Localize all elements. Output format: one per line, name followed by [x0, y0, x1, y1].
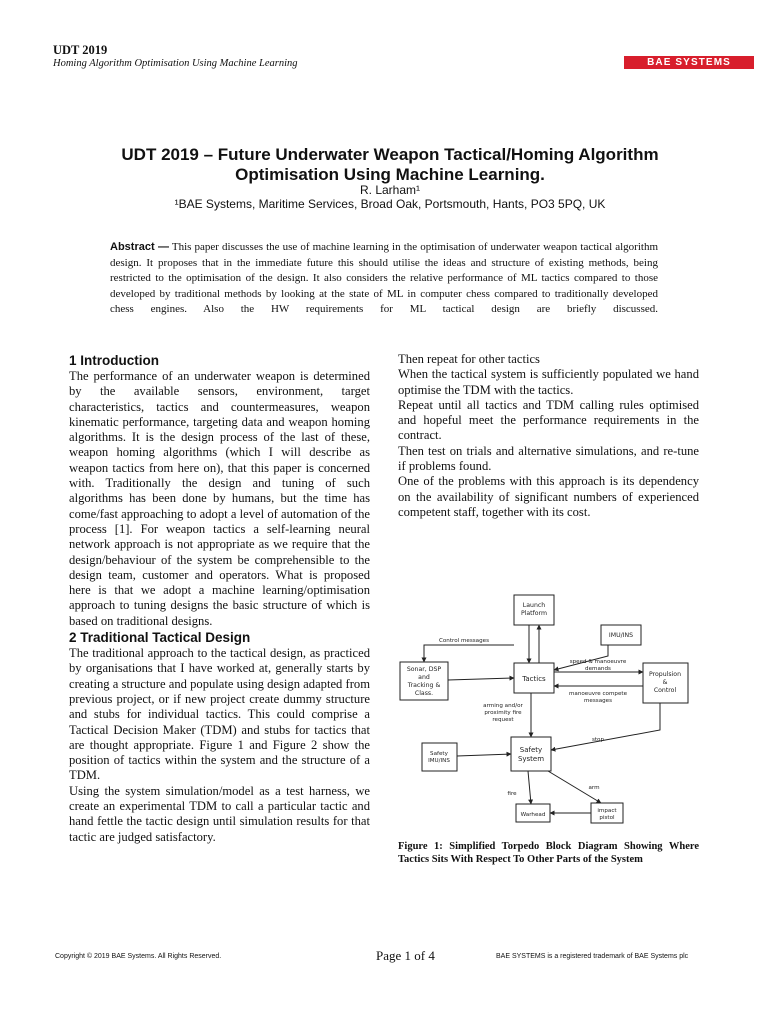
stop-arrow — [551, 703, 660, 750]
propulsion-label-1: Propulsion — [648, 671, 682, 678]
safety-imu-label-1: Safety — [430, 751, 448, 757]
traditional-paragraph-1: The traditional approach to the tactical design, as practiced by organisations that I have worked at, generally starts by creating a structure and populate using design adapted from previous project, or if new project create dummy structure and stubs for individual tactics. This could comprise a Tactical Decision Maker (TDM) and stubs for tactics that are thought appropriate. Figure 1 and Figure 2 show the position of tactics within the system and the structure of a TDM. — [69, 646, 370, 783]
safety-system-box — [511, 737, 551, 771]
abstract-lead: Abstract — — [110, 241, 170, 253]
arming-label-1: arming and/or — [483, 703, 523, 709]
manoeuvre-messages-label-1: manoeuvre compete — [568, 691, 628, 697]
paper-title — [60, 145, 720, 185]
abstract-text: This paper discusses the use of machine learning in the optimisation of underwater weapon tactical algorithm design. It proposes that in the immediate future this should utilise the ideas and structure of existing methods, being restricted to the optimisation of the design. It also considers the relative performance of ML tactics compared to those developed by traditional methods by looking at the state of ML in computer chess compared to traditionally developed chess engines. Also the HW requirements for ML tactical design are briefly discussed. — [110, 241, 658, 316]
safety-imu-box — [422, 743, 457, 771]
footer-copyright: Copyright © 2019 BAE Systems. All Rights Reserved. — [55, 953, 222, 960]
propulsion-label-2: & — [662, 679, 668, 686]
paper-affiliation: ¹BAE Systems, Maritime Services, Broad Oak, Portsmouth, Hants, PO3 5PQ, UK — [174, 197, 606, 211]
right-paragraph-3: Repeat until all tactics and TDM calling rules optimised and hopeful meet the performance requirements in the contract. — [398, 397, 699, 443]
propulsion-label-3: Control — [653, 687, 677, 694]
control-messages-label: Control messages — [438, 638, 490, 644]
bae-systems-logo: BAE SYSTEMS — [624, 56, 754, 69]
stop-label: stop — [591, 737, 605, 743]
right-column — [398, 352, 699, 520]
arming-label-2: proximity fire — [484, 710, 522, 716]
intro-paragraph: The performance of an underwater weapon is determined by the available sensors, environment, target characteristics, tactics and countermeasures, weapon kinematic performance, targeting data and weapon homing algorithms. It is the design process of the last of these, weapon homing algorithms (which I will describe as weapon tactics from here on), that this paper is concerned with. Traditionally the design and tuning of such algorithms has been done by humans, but the time has come/fast approaching to adopt a level of automation of the process [1]. For weapon tactics a self-learning neural network approach is not appropriate as we require that the design/behaviour of the system be comprehensible to the design team, customer and operators. What is proposed here is that we adopt a machine learning/optimisation approach to tuning designs the basic structure of which is based on traditional designs. — [69, 369, 370, 628]
traditional-paragraph-2: Using the system simulation/model as a test harness, we create an experimental TDM to call a particular tactic and hand fettle the tactic design until simulation results for that tactic are judged satisfactory. — [69, 783, 370, 844]
abstract — [110, 240, 658, 318]
footer-page-number: Page 1 of 4 — [376, 948, 435, 963]
left-column — [69, 352, 370, 845]
sonar-to-tactics-arrow — [448, 678, 514, 680]
figure-caption: Figure 1: Simplified Torpedo Block Diagram Showing Where Tactics Sits With Respect To Other Parts of the System — [398, 841, 699, 865]
launch-platform-label-1: Launch — [522, 602, 546, 609]
speed-demands-label-2: demands — [585, 666, 611, 672]
control-messages-arrow — [424, 645, 514, 662]
arm-label: arm — [588, 785, 600, 791]
safety-imu-to-safety-arrow — [457, 754, 511, 756]
header-title: UDT 2019 — [53, 43, 108, 57]
right-paragraph-1: Then repeat for other tactics — [398, 352, 540, 366]
impact-pistol-label-1: impact — [597, 808, 617, 814]
sonar-label-3: Tracking & — [407, 682, 441, 689]
safety-system-label-2: System — [517, 755, 545, 763]
safety-system-label-1: Safety — [519, 746, 543, 754]
manoeuvre-messages-label-2: messages — [583, 698, 613, 704]
fire-label: fire — [507, 791, 517, 797]
paper-author: R. Larham¹ — [359, 183, 421, 197]
section-heading-introduction: 1 Introduction — [69, 353, 159, 368]
fire-arrow — [528, 771, 531, 804]
paper-title-line1: UDT 2019 – Future Underwater Weapon Tactical/Homing Algorithm — [121, 145, 659, 164]
right-paragraph-2: When the tactical system is sufficiently populated we hand optimise the TDM with the tactics. — [398, 367, 699, 397]
section-heading-traditional-design: 2 Traditional Tactical Design — [69, 630, 251, 646]
tactics-label: Tactics — [522, 675, 546, 683]
footer-trademark: BAE SYSTEMS is a registered trademark of BAE Systems plc — [496, 953, 689, 960]
arming-label-3: request — [492, 717, 514, 723]
speed-demands-label-1: speed & manoeuvre — [569, 659, 627, 665]
safety-imu-label-2: IMU/INS — [428, 758, 450, 764]
sonar-label-1: Sonar, DSP — [406, 666, 442, 673]
torpedo-block-diagram — [398, 590, 702, 830]
imu-ins-label: IMU/INS — [608, 632, 634, 639]
launch-platform-label-2: Platform — [520, 610, 548, 617]
right-paragraph-4: Then test on trials and alternative simulations, and re-tune if problems found. — [398, 443, 699, 474]
paper-title-line2: Optimisation Using Machine Learning. — [235, 165, 545, 184]
sonar-label-2: and — [418, 674, 430, 681]
sonar-label-4: Class. — [414, 690, 434, 697]
right-paragraph-5: One of the problems with this approach is its dependency on the availability of significant numbers of experienced competent staff, together with its cost. — [398, 474, 699, 519]
impact-pistol-label-2: pistol — [599, 815, 615, 821]
header-subtitle: Homing Algorithm Optimisation Using Machine Learning — [53, 58, 298, 69]
warhead-label: Warhead — [520, 812, 546, 818]
